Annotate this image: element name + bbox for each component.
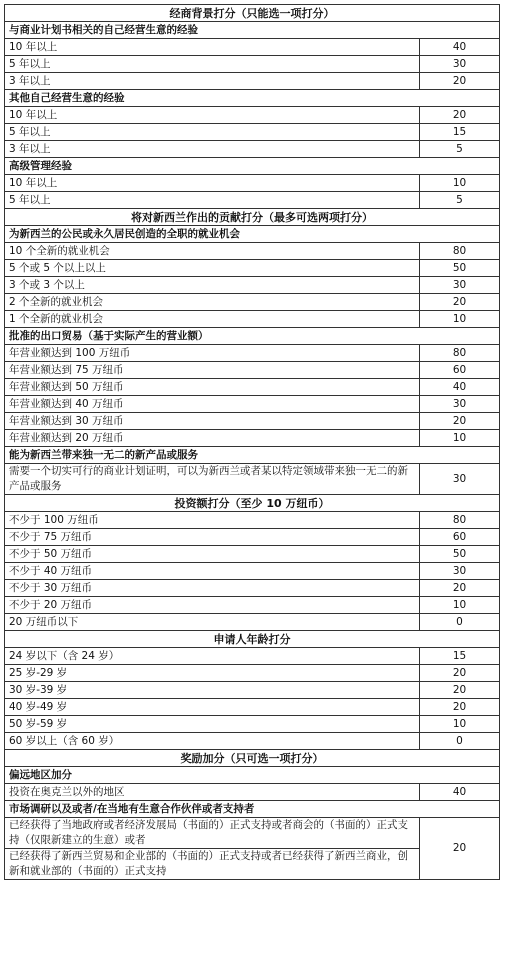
criterion-label: 30 岁-39 岁 [5, 682, 420, 699]
criterion-points: 30 [420, 464, 500, 495]
section-header-row [5, 209, 500, 226]
section-header-row [5, 5, 500, 22]
criterion-points: 30 [420, 396, 500, 413]
criterion-label: 不少于 50 万纽币 [5, 546, 420, 563]
criterion-label: 年营业额达到 75 万纽币 [5, 362, 420, 379]
criterion-points: 10 [420, 597, 500, 614]
table-row [5, 464, 500, 495]
criterion-label: 60 岁以上（含 60 岁） [5, 733, 420, 750]
group-title: 高级管理经验 [5, 158, 500, 175]
group-header-row [5, 328, 500, 345]
group-title: 偏远地区加分 [5, 767, 500, 784]
group-header-row [5, 226, 500, 243]
section-header-row [5, 495, 500, 512]
table-row [5, 294, 500, 311]
table-row [5, 665, 500, 682]
table-row [5, 818, 500, 849]
criterion-points: 10 [420, 311, 500, 328]
table-row [5, 512, 500, 529]
group-header-row [5, 767, 500, 784]
group-title: 为新西兰的公民或永久居民创造的全职的就业机会 [5, 226, 500, 243]
section-header-row [5, 631, 500, 648]
table-row [5, 716, 500, 733]
criterion-label: 40 岁-49 岁 [5, 699, 420, 716]
criterion-points: 30 [420, 563, 500, 580]
table-row [5, 345, 500, 362]
criterion-label: 不少于 100 万纽币 [5, 512, 420, 529]
criterion-points: 80 [420, 345, 500, 362]
table-row [5, 56, 500, 73]
table-row [5, 580, 500, 597]
criterion-points: 20 [420, 699, 500, 716]
table-row [5, 682, 500, 699]
section-title: 经商背景打分（只能选一项打分） [5, 5, 500, 22]
group-header-row [5, 447, 500, 464]
group-title: 批准的出口贸易（基于实际产生的营业额） [5, 328, 500, 345]
points-table-body [5, 5, 500, 880]
table-row [5, 192, 500, 209]
criterion-label: 50 岁-59 岁 [5, 716, 420, 733]
section-title: 将对新西兰作出的贡献打分（最多可选两项打分） [5, 209, 500, 226]
table-row [5, 546, 500, 563]
criterion-points: 20 [420, 294, 500, 311]
criterion-label: 10 年以上 [5, 175, 420, 192]
criterion-points: 15 [420, 124, 500, 141]
criterion-label: 年营业额达到 100 万纽币 [5, 345, 420, 362]
criterion-label: 年营业额达到 30 万纽币 [5, 413, 420, 430]
table-row [5, 529, 500, 546]
criterion-label: 年营业额达到 40 万纽币 [5, 396, 420, 413]
criterion-points: 10 [420, 716, 500, 733]
criterion-points: 5 [420, 141, 500, 158]
table-row [5, 124, 500, 141]
criterion-points: 5 [420, 192, 500, 209]
table-row [5, 277, 500, 294]
criterion-points: 30 [420, 56, 500, 73]
criterion-label: 10 年以上 [5, 107, 420, 124]
criterion-points: 60 [420, 529, 500, 546]
section-title: 投资额打分（至少 10 万纽币） [5, 495, 500, 512]
table-row [5, 107, 500, 124]
criterion-label: 已经获得了新西兰贸易和企业部的（书面的）正式支持或者已经获得了新西兰商业，创新和就业部的（书面的）正式支持 [5, 849, 420, 880]
criterion-points: 0 [420, 614, 500, 631]
criterion-points: 10 [420, 175, 500, 192]
criterion-label: 25 岁-29 岁 [5, 665, 420, 682]
criterion-label: 5 年以上 [5, 124, 420, 141]
table-row [5, 379, 500, 396]
table-row [5, 430, 500, 447]
table-row [5, 784, 500, 801]
criterion-points: 40 [420, 379, 500, 396]
criterion-points: 40 [420, 784, 500, 801]
criterion-points: 20 [420, 665, 500, 682]
criterion-points: 80 [420, 243, 500, 260]
table-row [5, 614, 500, 631]
table-row [5, 141, 500, 158]
table-row [5, 175, 500, 192]
criterion-label: 不少于 75 万纽币 [5, 529, 420, 546]
criterion-points: 30 [420, 277, 500, 294]
group-header-row [5, 801, 500, 818]
group-title: 市场调研以及或者/在当地有生意合作伙伴或者支持者 [5, 801, 500, 818]
criterion-label: 2 个全新的就业机会 [5, 294, 420, 311]
group-title: 能为新西兰带来独一无二的新产品或服务 [5, 447, 500, 464]
section-title: 申请人年龄打分 [5, 631, 500, 648]
table-row [5, 563, 500, 580]
criterion-label: 5 年以上 [5, 56, 420, 73]
criterion-points: 0 [420, 733, 500, 750]
criterion-points: 40 [420, 39, 500, 56]
criterion-label: 不少于 30 万纽币 [5, 580, 420, 597]
criterion-label: 5 个或 5 个以上以上 [5, 260, 420, 277]
criterion-label: 3 年以上 [5, 73, 420, 90]
table-row [5, 311, 500, 328]
section-header-row [5, 750, 500, 767]
criterion-points: 15 [420, 648, 500, 665]
criterion-label: 20 万纽币以下 [5, 614, 420, 631]
criterion-label: 24 岁以下（含 24 岁） [5, 648, 420, 665]
table-row [5, 597, 500, 614]
criterion-label: 已经获得了当地政府或者经济发展局（书面的）正式支持或者商会的（书面的）正式支持（仅限新建立的生意）或者 [5, 818, 420, 849]
criterion-label: 3 年以上 [5, 141, 420, 158]
group-header-row [5, 90, 500, 107]
criterion-label: 3 个或 3 个以上 [5, 277, 420, 294]
table-row [5, 243, 500, 260]
criterion-label: 需要一个切实可行的商业计划证明，可以为新西兰或者某以特定领域带来独一无二的新产品或服务 [5, 464, 420, 495]
criterion-label: 不少于 20 万纽币 [5, 597, 420, 614]
group-title: 其他自己经营生意的经验 [5, 90, 500, 107]
criterion-label: 1 个全新的就业机会 [5, 311, 420, 328]
criterion-points: 80 [420, 512, 500, 529]
criterion-points: 20 [420, 73, 500, 90]
table-row [5, 73, 500, 90]
criterion-label: 年营业额达到 50 万纽币 [5, 379, 420, 396]
criterion-label: 投资在奥克兰以外的地区 [5, 784, 420, 801]
section-title: 奖励加分（只可选一项打分） [5, 750, 500, 767]
table-row [5, 39, 500, 56]
criterion-points: 20 [420, 818, 500, 880]
table-row [5, 260, 500, 277]
table-row [5, 733, 500, 750]
criterion-label: 不少于 40 万纽币 [5, 563, 420, 580]
criterion-points: 20 [420, 580, 500, 597]
criterion-label: 10 个全新的就业机会 [5, 243, 420, 260]
criterion-points: 20 [420, 107, 500, 124]
criterion-points: 50 [420, 546, 500, 563]
table-row [5, 699, 500, 716]
criterion-points: 60 [420, 362, 500, 379]
criterion-label: 5 年以上 [5, 192, 420, 209]
group-title: 与商业计划书相关的自己经营生意的经验 [5, 22, 500, 39]
points-table [4, 4, 500, 880]
table-row [5, 413, 500, 430]
table-row [5, 362, 500, 379]
table-row [5, 648, 500, 665]
table-row [5, 396, 500, 413]
criterion-points: 20 [420, 413, 500, 430]
criterion-points: 50 [420, 260, 500, 277]
criterion-points: 10 [420, 430, 500, 447]
criterion-points: 20 [420, 682, 500, 699]
criterion-label: 年营业额达到 20 万纽币 [5, 430, 420, 447]
group-header-row [5, 22, 500, 39]
group-header-row [5, 158, 500, 175]
criterion-label: 10 年以上 [5, 39, 420, 56]
